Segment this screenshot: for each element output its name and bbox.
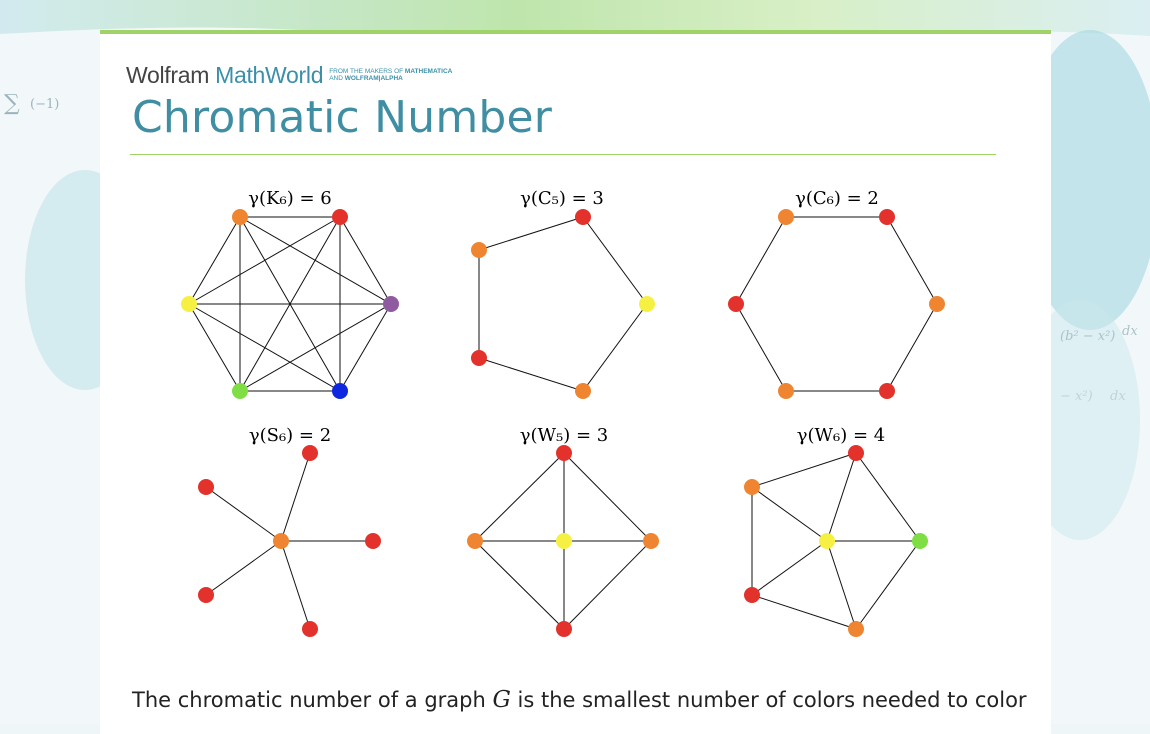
graph-vertex — [232, 383, 248, 399]
graph-wheel-w5 — [467, 425, 659, 637]
graph-edge — [827, 453, 856, 541]
graph-complete-k6 — [181, 188, 399, 399]
graph-vertex — [575, 209, 591, 225]
graph-vertex — [879, 383, 895, 399]
intro-text: The chromatic number of a graph G is the smallest number of colors needed to color — [132, 687, 1027, 713]
graph-vertex — [819, 533, 835, 549]
graph-vertex — [848, 445, 864, 461]
graph-edge — [752, 541, 827, 595]
graph-edge — [583, 304, 647, 391]
graph-edge — [281, 453, 310, 541]
graph-edge — [856, 453, 920, 541]
svg-text:(b² − x²): (b² − x²) — [1060, 329, 1116, 344]
article-card — [100, 30, 1051, 734]
graph-vertex — [467, 533, 483, 549]
graph-vertex — [273, 533, 289, 549]
graph-edge — [189, 304, 240, 391]
graph-edge — [189, 217, 240, 304]
graph-edge — [189, 304, 340, 391]
graph-edge — [583, 217, 647, 304]
graph-wheel-w6 — [744, 425, 928, 637]
graph-edge — [475, 541, 564, 629]
graph-vertex — [471, 350, 487, 366]
graph-edge — [736, 304, 786, 391]
graph-vertex — [912, 533, 928, 549]
graph-edge — [206, 541, 281, 595]
graph-vertex — [181, 296, 197, 312]
svg-text:dx: dx — [1110, 389, 1126, 404]
graph-label: γ(C₆) = 2 — [795, 188, 879, 209]
graph-vertex — [778, 383, 794, 399]
graph-vertex — [848, 621, 864, 637]
graph-edge — [736, 217, 786, 304]
graph-edge — [281, 541, 310, 629]
graph-edge — [240, 304, 391, 391]
graph-cycle-c5 — [471, 188, 655, 399]
graph-vertex — [639, 296, 655, 312]
graph-label: γ(C₅) = 3 — [520, 188, 604, 209]
graph-vertex — [744, 479, 760, 495]
graph-vertex — [643, 533, 659, 549]
graph-edge — [564, 453, 651, 541]
graph-edge — [206, 487, 281, 541]
graph-edge — [564, 541, 651, 629]
svg-text:∑: ∑ — [4, 91, 20, 116]
graph-edge — [475, 453, 564, 541]
graph-label: γ(K₆) = 6 — [248, 188, 332, 209]
graph-cycle-c6 — [728, 188, 945, 399]
graph-vertex — [778, 209, 794, 225]
graph-label: γ(W₆) = 4 — [796, 425, 886, 446]
graph-vertex — [879, 209, 895, 225]
graph-label: γ(S₆) = 2 — [248, 425, 332, 446]
chromatic-number-figure — [100, 34, 1051, 674]
graph-edge — [479, 217, 583, 250]
graph-edge — [752, 595, 856, 629]
graph-edge — [340, 217, 391, 304]
graph-vertex — [556, 621, 572, 637]
graph-vertex — [232, 209, 248, 225]
brand-mathworld: MathWorld — [215, 61, 324, 88]
svg-text:dx: dx — [1122, 324, 1138, 339]
brand-wolfram: Wolfram — [126, 61, 210, 88]
svg-text:− x²): − x²) — [1060, 389, 1093, 404]
graph-vertex — [556, 445, 572, 461]
graph-vertex — [556, 533, 572, 549]
graph-vertex — [198, 479, 214, 495]
graph-edge — [340, 304, 391, 391]
graph-vertex — [365, 533, 381, 549]
svg-text:(−1): (−1) — [30, 97, 60, 112]
graph-vertex — [198, 587, 214, 603]
graph-label: γ(W₅) = 3 — [519, 425, 609, 446]
graph-edge — [887, 217, 937, 304]
graph-edge — [856, 541, 920, 629]
graph-vertex — [332, 209, 348, 225]
graph-star-s6 — [198, 425, 381, 637]
graph-vertex — [471, 242, 487, 258]
graph-edge — [479, 358, 583, 391]
graph-edge — [752, 453, 856, 487]
graph-vertex — [332, 383, 348, 399]
graph-edge — [887, 304, 937, 391]
graph-vertex — [302, 445, 318, 461]
page-title: Chromatic Number — [132, 92, 553, 143]
brand-tagline: FROM THE MAKERS OF MATHEMATICA AND WOLFRAM|ALPHA — [329, 67, 453, 82]
graph-vertex — [929, 296, 945, 312]
graph-vertex — [302, 621, 318, 637]
graph-vertex — [728, 296, 744, 312]
graph-vertex — [575, 383, 591, 399]
graph-edge — [752, 487, 827, 541]
graph-vertex — [383, 296, 399, 312]
graph-vertex — [744, 587, 760, 603]
graph-edge — [827, 541, 856, 629]
graph-edge — [189, 217, 340, 304]
